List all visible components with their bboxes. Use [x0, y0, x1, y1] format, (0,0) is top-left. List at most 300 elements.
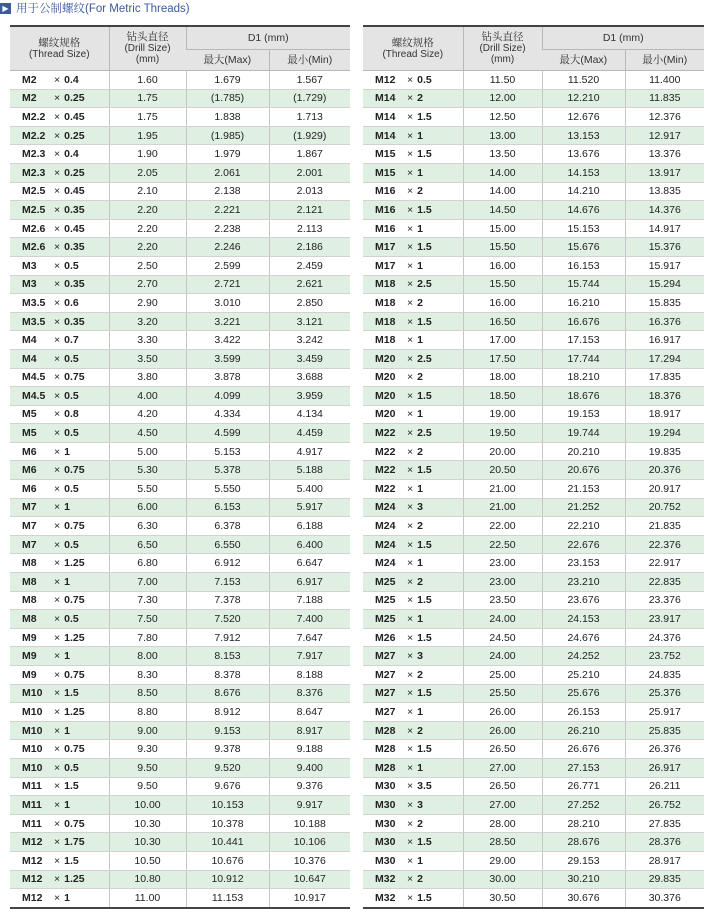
d1-min-cell: (1.729)	[269, 89, 350, 108]
d1-max-cell: 17.153	[542, 331, 625, 350]
pitch: 1.5	[417, 891, 432, 904]
d1-max-cell: 25.210	[542, 666, 625, 685]
d1-max-cell: 10.912	[186, 870, 269, 889]
times-sign: ×	[54, 501, 61, 514]
thread-size-cell	[363, 573, 463, 592]
pitch: 1.5	[417, 743, 432, 756]
pitch: 3	[417, 650, 423, 663]
drill-size-cell: 2.20	[109, 201, 186, 220]
d1-max-cell: 9.676	[186, 777, 269, 796]
thread-size-cell	[363, 368, 463, 387]
table-row	[10, 275, 350, 294]
thread-size-cell	[10, 201, 109, 220]
times-sign: ×	[407, 185, 414, 198]
section-title	[0, 0, 190, 16]
drill-size-cell: 19.50	[463, 424, 542, 443]
times-sign: ×	[54, 873, 61, 886]
times-sign: ×	[54, 278, 61, 291]
pitch: 1	[64, 891, 70, 904]
table-row	[10, 71, 350, 90]
d1-min-cell: 13.835	[625, 182, 704, 201]
d1-min-cell: 4.917	[269, 442, 350, 461]
drill-size-cell: 7.80	[109, 628, 186, 647]
table-row	[10, 591, 350, 610]
times-sign: ×	[54, 315, 61, 328]
d1-max-cell: 9.520	[186, 758, 269, 777]
pitch: 2	[417, 185, 423, 198]
thread-size-cell	[363, 666, 463, 685]
thread-size-cell	[363, 405, 463, 424]
times-sign: ×	[407, 222, 414, 235]
d1-max-cell: 25.676	[542, 684, 625, 703]
thread-size-cell	[10, 71, 109, 90]
pitch: 3	[417, 501, 423, 514]
thread-size-cell	[10, 387, 109, 406]
thread-size: M4	[22, 352, 37, 365]
d1-min-cell: 6.400	[269, 535, 350, 554]
thread-size: M7	[22, 520, 37, 533]
drill-size-cell: 8.00	[109, 647, 186, 666]
drill-size-cell: 26.00	[463, 703, 542, 722]
table-row	[363, 554, 704, 573]
d1-min-cell: 7.647	[269, 628, 350, 647]
thread-size: M24	[375, 557, 396, 570]
times-sign: ×	[54, 538, 61, 551]
table-row	[10, 851, 350, 870]
thread-size-cell	[10, 368, 109, 387]
thread-size: M2.3	[22, 148, 46, 161]
times-sign: ×	[54, 650, 61, 663]
thread-size: M6	[22, 482, 37, 495]
times-sign: ×	[407, 445, 414, 458]
d1-min-cell: 5.400	[269, 480, 350, 499]
times-sign: ×	[407, 92, 414, 105]
thread-size: M7	[22, 501, 37, 514]
drill-size-cell: 6.50	[109, 535, 186, 554]
thread-size: M10	[22, 705, 43, 718]
times-sign: ×	[407, 129, 414, 142]
table-row	[363, 312, 704, 331]
d1-max-cell: 6.912	[186, 554, 269, 573]
pitch: 1	[417, 613, 423, 626]
thread-size: M18	[375, 296, 396, 309]
pitch: 1	[417, 557, 423, 570]
d1-min-cell: 2.001	[269, 163, 350, 182]
thread-size-cell	[10, 870, 109, 889]
pitch: 0.35	[64, 278, 85, 291]
times-sign: ×	[407, 148, 414, 161]
times-sign: ×	[407, 780, 414, 793]
thread-size-cell	[363, 647, 463, 666]
d1-min-cell: 12.917	[625, 126, 704, 145]
thread-size-cell	[10, 833, 109, 852]
drill-size-cell: 4.00	[109, 387, 186, 406]
thread-size: M8	[22, 575, 37, 588]
d1-max-cell: 22.676	[542, 535, 625, 554]
times-sign: ×	[54, 520, 61, 533]
thread-size: M2.3	[22, 166, 46, 179]
thread-size-cell	[10, 275, 109, 294]
d1-min-cell: 1.713	[269, 108, 350, 127]
thread-size-cell	[10, 163, 109, 182]
table-row	[363, 89, 704, 108]
d1-min-cell: 23.752	[625, 647, 704, 666]
table-row	[363, 647, 704, 666]
thread-size-cell	[363, 628, 463, 647]
pitch: 2	[417, 371, 423, 384]
table-row	[363, 182, 704, 201]
max-header: 最大(Max)	[186, 50, 269, 71]
pitch: 2	[417, 92, 423, 105]
thread-size: M2.5	[22, 185, 46, 198]
drill-size-cell: 11.50	[463, 71, 542, 90]
drill-size-cell: 24.50	[463, 628, 542, 647]
d1-min-cell: 30.376	[625, 889, 704, 908]
d1-min-cell: 18.376	[625, 387, 704, 406]
d1-min-cell: 26.211	[625, 777, 704, 796]
pitch: 0.5	[64, 613, 79, 626]
d1-min-cell: 15.835	[625, 294, 704, 313]
d1-min-cell: 6.188	[269, 517, 350, 536]
table-row	[10, 424, 350, 443]
times-sign: ×	[407, 501, 414, 514]
times-sign: ×	[407, 836, 414, 849]
d1-max-cell: 12.676	[542, 108, 625, 127]
times-sign: ×	[407, 631, 414, 644]
times-sign: ×	[54, 166, 61, 179]
table-row	[363, 610, 704, 629]
table-row	[10, 758, 350, 777]
times-sign: ×	[407, 427, 414, 440]
thread-size-cell	[363, 275, 463, 294]
thread-size: M12	[22, 836, 43, 849]
thread-size: M9	[22, 668, 37, 681]
table-row	[10, 535, 350, 554]
times-sign: ×	[54, 222, 61, 235]
table-row	[363, 424, 704, 443]
thread-size-cell	[363, 740, 463, 759]
pitch: 0.4	[64, 73, 79, 86]
times-sign: ×	[54, 445, 61, 458]
times-sign: ×	[54, 780, 61, 793]
d1-min-cell: 26.917	[625, 758, 704, 777]
pitch: 1.5	[417, 110, 432, 123]
d1-max-cell: 26.771	[542, 777, 625, 796]
table-row	[363, 387, 704, 406]
d1-min-cell: 9.188	[269, 740, 350, 759]
drill-size-cell: 22.50	[463, 535, 542, 554]
d1-max-cell: 5.550	[186, 480, 269, 499]
d1-min-cell: 2.186	[269, 238, 350, 257]
pitch: 1.5	[417, 464, 432, 477]
d1-min-cell: 23.376	[625, 591, 704, 610]
drill-size-cell: 13.50	[463, 145, 542, 164]
table-row	[363, 666, 704, 685]
thread-size: M17	[375, 259, 396, 272]
d1-min-cell: 10.647	[269, 870, 350, 889]
table-row	[363, 238, 704, 257]
table-row	[10, 814, 350, 833]
thread-size-cell	[10, 535, 109, 554]
d1-max-cell: 16.676	[542, 312, 625, 331]
drill-size-cell: 18.00	[463, 368, 542, 387]
table-row	[10, 89, 350, 108]
d1-min-cell: 7.188	[269, 591, 350, 610]
drill-size-cell: 14.00	[463, 182, 542, 201]
pitch: 1.25	[64, 873, 85, 886]
d1-min-cell: 22.835	[625, 573, 704, 592]
thread-size: M12	[22, 854, 43, 867]
pitch: 0.75	[64, 668, 85, 681]
thread-size-cell	[363, 256, 463, 275]
thread-size-cell	[10, 461, 109, 480]
table-row	[363, 145, 704, 164]
drill-size-cell: 15.50	[463, 238, 542, 257]
drill-size-cell: 6.30	[109, 517, 186, 536]
thread-size-cell	[10, 628, 109, 647]
d1-max-cell: 21.252	[542, 498, 625, 517]
pitch: 0.75	[64, 743, 85, 756]
times-sign: ×	[54, 705, 61, 718]
d1-max-cell: 4.099	[186, 387, 269, 406]
drill-size-cell: 20.50	[463, 461, 542, 480]
d1-max-cell: 18.210	[542, 368, 625, 387]
drill-size-cell: 14.50	[463, 201, 542, 220]
drill-size-cell: 2.05	[109, 163, 186, 182]
thread-size: M18	[375, 334, 396, 347]
drill-size-cell: 8.50	[109, 684, 186, 703]
thread-size: M12	[22, 891, 43, 904]
d1-min-cell: 5.188	[269, 461, 350, 480]
d1-min-cell: 3.688	[269, 368, 350, 387]
d1-min-cell: (1.929)	[269, 126, 350, 145]
drill-size-cell: 3.80	[109, 368, 186, 387]
table-row	[10, 219, 350, 238]
thread-size-cell	[363, 814, 463, 833]
thread-size: M4.5	[22, 389, 46, 402]
thread-size-cell	[10, 703, 109, 722]
table-row	[10, 331, 350, 350]
d1-min-cell: 9.917	[269, 796, 350, 815]
min-header: 最小(Min)	[269, 50, 350, 71]
d1-max-cell: 27.252	[542, 796, 625, 815]
times-sign: ×	[407, 650, 414, 663]
times-sign: ×	[407, 854, 414, 867]
thread-size-header: 螺纹规格 (Thread Size)	[363, 26, 463, 71]
times-sign: ×	[54, 408, 61, 421]
thread-size: M17	[375, 241, 396, 254]
d1-min-cell: 17.294	[625, 349, 704, 368]
thread-size-cell	[363, 108, 463, 127]
thread-size-cell	[10, 554, 109, 573]
d1-min-cell: 6.647	[269, 554, 350, 573]
table-row	[363, 461, 704, 480]
d1-max-cell: 11.520	[542, 71, 625, 90]
pitch: 2.5	[417, 352, 432, 365]
d1-max-cell: 2.246	[186, 238, 269, 257]
d1-max-cell: 4.599	[186, 424, 269, 443]
drill-size-cell: 8.80	[109, 703, 186, 722]
drill-size-cell: 27.00	[463, 758, 542, 777]
thread-size: M16	[375, 222, 396, 235]
thread-size: M12	[22, 873, 43, 886]
d1-max-cell: 2.138	[186, 182, 269, 201]
d1-max-cell: 6.153	[186, 498, 269, 517]
thread-size: M27	[375, 687, 396, 700]
d1-max-cell: 29.153	[542, 851, 625, 870]
table-row	[10, 256, 350, 275]
pitch: 1	[417, 854, 423, 867]
drill-size-cell: 10.30	[109, 833, 186, 852]
table-row	[10, 442, 350, 461]
table-row	[363, 480, 704, 499]
d1-min-cell: 14.376	[625, 201, 704, 220]
d1-max-cell: 13.676	[542, 145, 625, 164]
d1-max-cell: 28.676	[542, 833, 625, 852]
thread-size-cell	[363, 461, 463, 480]
d1-max-cell: 18.676	[542, 387, 625, 406]
pitch: 0.25	[64, 166, 85, 179]
table-row	[363, 703, 704, 722]
times-sign: ×	[407, 557, 414, 570]
drill-size-cell: 1.75	[109, 89, 186, 108]
thread-size-cell	[363, 145, 463, 164]
drill-size-cell: 23.00	[463, 554, 542, 573]
pitch: 1.5	[417, 538, 432, 551]
times-sign: ×	[407, 520, 414, 533]
table-row	[10, 480, 350, 499]
thread-size-cell	[10, 573, 109, 592]
table-row	[10, 628, 350, 647]
times-sign: ×	[54, 594, 61, 607]
drill-size-cell: 30.00	[463, 870, 542, 889]
pitch: 0.25	[64, 92, 85, 105]
drill-size-cell: 1.90	[109, 145, 186, 164]
thread-size: M28	[375, 761, 396, 774]
pitch: 0.5	[64, 761, 79, 774]
drill-size-cell: 1.60	[109, 71, 186, 90]
d1-min-cell: 7.917	[269, 647, 350, 666]
table-row	[10, 108, 350, 127]
d1-max-cell: 3.422	[186, 331, 269, 350]
d1-min-cell: 24.835	[625, 666, 704, 685]
table-row	[363, 870, 704, 889]
d1-max-cell: 14.676	[542, 201, 625, 220]
d1-min-cell: 6.917	[269, 573, 350, 592]
pitch: 1.5	[64, 854, 79, 867]
d1-min-cell: 26.752	[625, 796, 704, 815]
d1-max-cell: 10.153	[186, 796, 269, 815]
drill-size-cell: 26.50	[463, 740, 542, 759]
thread-size: M4.5	[22, 371, 46, 384]
d1-max-cell: 23.153	[542, 554, 625, 573]
thread-size: M20	[375, 352, 396, 365]
thread-size: M27	[375, 650, 396, 663]
table-row	[10, 238, 350, 257]
times-sign: ×	[407, 705, 414, 718]
table-row	[363, 889, 704, 908]
times-sign: ×	[407, 259, 414, 272]
pitch: 0.5	[64, 538, 79, 551]
times-sign: ×	[407, 817, 414, 830]
d1-max-cell: 4.334	[186, 405, 269, 424]
d1-max-cell: 15.744	[542, 275, 625, 294]
times-sign: ×	[407, 408, 414, 421]
thread-size: M25	[375, 575, 396, 588]
pitch: 1.25	[64, 631, 85, 644]
times-sign: ×	[407, 371, 414, 384]
pitch: 2	[417, 873, 423, 886]
pitch: 1	[417, 761, 423, 774]
d1-min-cell: 2.850	[269, 294, 350, 313]
d1-min-cell: 19.835	[625, 442, 704, 461]
d1-min-cell: 13.376	[625, 145, 704, 164]
thread-table-left	[10, 25, 350, 909]
thread-size-header: 螺纹规格 (Thread Size)	[10, 26, 109, 71]
d1-min-cell: 11.835	[625, 89, 704, 108]
times-sign: ×	[54, 724, 61, 737]
table-row	[363, 349, 704, 368]
pitch: 1	[417, 334, 423, 347]
pitch: 0.5	[64, 259, 79, 272]
thread-size: M8	[22, 594, 37, 607]
pitch: 0.45	[64, 185, 85, 198]
d1-max-cell: 24.676	[542, 628, 625, 647]
table-row	[10, 461, 350, 480]
d1-min-cell: 15.294	[625, 275, 704, 294]
thread-size-cell	[10, 294, 109, 313]
d1-max-cell: 8.378	[186, 666, 269, 685]
d1-max-cell: 15.676	[542, 238, 625, 257]
times-sign: ×	[407, 594, 414, 607]
d1-max-cell: 1.679	[186, 71, 269, 90]
drill-size-cell: 2.90	[109, 294, 186, 313]
d1-min-cell: 21.835	[625, 517, 704, 536]
d1-min-cell: 8.376	[269, 684, 350, 703]
times-sign: ×	[54, 203, 61, 216]
drill-size-cell: 10.50	[109, 851, 186, 870]
thread-size-cell	[10, 610, 109, 629]
drill-size-header: 钻头直径 (Drill Size) (mm)	[463, 26, 542, 71]
thread-size-cell	[363, 71, 463, 90]
pitch: 1.5	[417, 836, 432, 849]
times-sign: ×	[54, 259, 61, 272]
d1-max-cell: 26.676	[542, 740, 625, 759]
thread-size: M2	[22, 92, 37, 105]
d1-max-cell: 3.221	[186, 312, 269, 331]
d1-max-cell: 2.599	[186, 256, 269, 275]
drill-size-cell: 28.00	[463, 814, 542, 833]
d1-min-cell: 28.917	[625, 851, 704, 870]
table-row	[10, 405, 350, 424]
pitch: 0.6	[64, 296, 79, 309]
d1-max-cell: 5.153	[186, 442, 269, 461]
d1-min-cell: 5.917	[269, 498, 350, 517]
thread-size: M11	[22, 780, 42, 793]
table-row	[363, 71, 704, 90]
thread-size-cell	[363, 684, 463, 703]
thread-size-cell	[363, 349, 463, 368]
d1-min-cell: 3.121	[269, 312, 350, 331]
thread-size-cell	[363, 777, 463, 796]
times-sign: ×	[54, 464, 61, 477]
thread-size: M30	[375, 798, 396, 811]
thread-size-cell	[363, 554, 463, 573]
d1-min-cell: 26.376	[625, 740, 704, 759]
table-row	[10, 387, 350, 406]
d1-min-cell: 20.376	[625, 461, 704, 480]
times-sign: ×	[54, 613, 61, 626]
